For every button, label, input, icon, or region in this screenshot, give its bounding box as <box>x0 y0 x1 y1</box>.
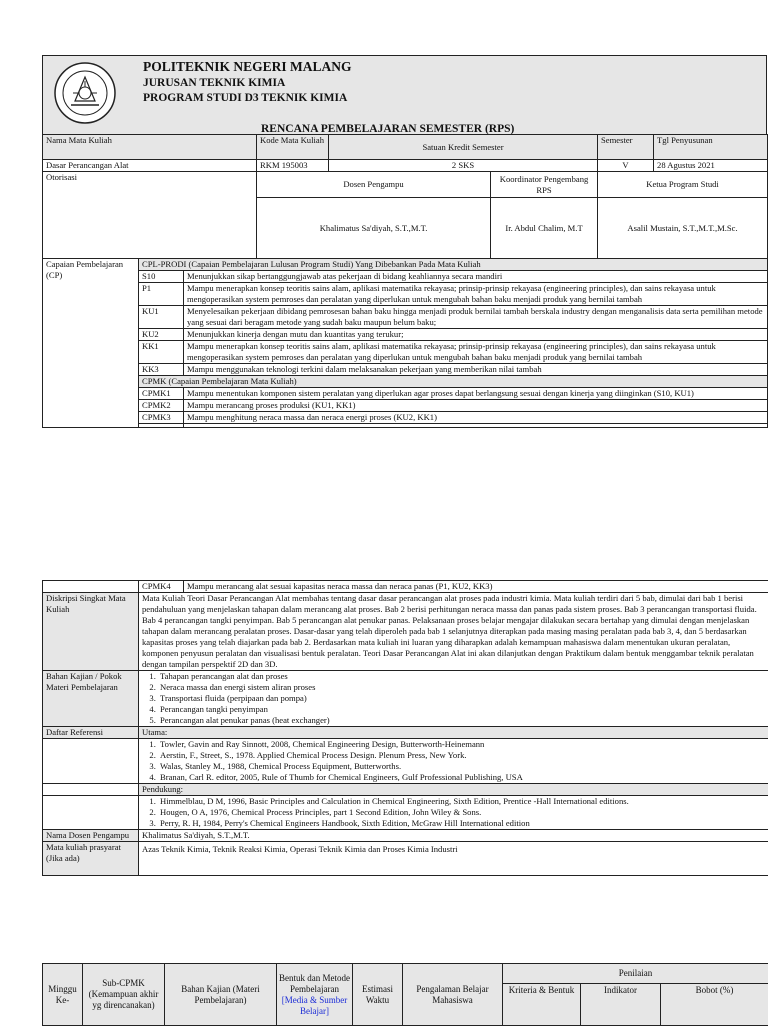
materials-label: Bahan Kajian / Pokok Materi Pembelajaran <box>43 671 139 727</box>
semester-value: V <box>598 160 654 172</box>
lecturer-label: Dosen Pengampu <box>257 172 491 198</box>
head-label: Ketua Program Studi <box>598 172 768 198</box>
lecturer-row-label: Nama Dosen Pengampu <box>43 830 139 842</box>
references-support-list <box>139 796 768 830</box>
cpl-code: S10 <box>139 271 184 283</box>
list-item: 4. Perancangan tangki penyimpan <box>158 704 765 715</box>
head-name: Asalil Mustain, S.T.,M.T.,M.Sc. <box>598 198 768 259</box>
list-item: 1. Tahapan perancangan alat dan proses <box>158 671 765 682</box>
cpl-text: Menunjukkan sikap bertanggungjawab atas pekerjaan di bidang keahliannya secara mandiri <box>184 271 768 283</box>
list-item: 3. Perry, R. H, 1984, Perry's Chemical Engineers Handbook, Sixth Edition, McGraw Hill International edition <box>158 818 765 829</box>
course-code-label: Kode Mata Kuliah <box>257 135 329 160</box>
list-item: 2. Hougen, O A, 1976, Chemical Process Principles, part 1 Second Edition, John Wiley & Sons. <box>158 807 765 818</box>
col-weight: Bobot (%) <box>661 984 768 1026</box>
cpmk-text: Mampu menentukan komponen sistem peralatan yang diperlukan agar proses dapat berlangsung sesuai dengan kinerja yang diinginkan (S10, KU1) <box>184 388 768 400</box>
rps-main-table <box>42 134 768 428</box>
list-item: 2. Neraca massa dan energi sistem aliran proses <box>158 682 765 693</box>
course-name-label: Nama Mata Kuliah <box>43 135 257 160</box>
list-item: 5. Perancangan alat penukar panas (heat exchanger) <box>158 715 765 726</box>
cpl-text: Menyelesaikan pekerjaan dibidang pemrosesan bahan baku hingga menjadi produk bernilai tambah berskala industry dengan menganalisis data serta pemilihan metode yang sesuai dari beragam metode yang sudah baku maupun belum baku; <box>184 306 768 329</box>
references-label: Daftar Referensi <box>43 727 139 739</box>
list-item: 3. Transportasi fluida (perpipaan dan pompa) <box>158 693 765 704</box>
references-support-label: Pendukung: <box>139 784 768 796</box>
description-text: Mata Kuliah Teori Dasar Perancangan Alat membahas tentang dasar dasar perancangan alat proses pada industri kimia. Mata kuliah terdiri dari 5 bab, dimulai dari bab 1 berisi pendahuluan yang menjelaskan tahapan dalam merancang alat proses. Bab 2 berisi perhitungan neraca massa dan panas pada sistem proses. Bab 3 perancangan transportasi fluida. Bab 4 perancangan tangki penyimpan. Bab 5 perancangan alat penukar panas. Pelaksanaan proses belajar mengajar dilakukan secara bertahap yang dimulai dengan menjelaskan tahapan dalam merancang peralatan proses. Dasar-dasar yang telah diperoleh pada bab 1 selanjutnya diterapkan pada masing masing peralatan pada bab 3, 4, dan 5 berdasarkan kapasitas proses yang telah diajarkan pada bab 2. Berdasarkan mata kuliah ini luaran yang diharapkan adalah kemampuan mahasiswa dalam menentukan ukuran peralatan, komponen penyusun peralatan dan visualisasi bentuk peralatan. Teori Dasar Perancangan Alat ini akan dilanjutkan dengan Praktikum dalam bentuk menggambar teknik peralatan dengan tampilan perspektif 2D dan 3D. <box>139 593 768 671</box>
date-value: 28 Agustus 2021 <box>654 160 768 172</box>
institution-name: POLITEKNIK NEGERI MALANG <box>143 59 352 75</box>
col-time: Estimasi Waktu <box>353 964 403 1026</box>
credits-value: 2 SKS <box>329 160 598 172</box>
list-item: 1. Towler, Gavin and Ray Sinnott, 2008, Chemical Engineering Design, Butterworth-Heinemann <box>158 739 765 750</box>
semester-label: Semester <box>598 135 654 160</box>
authorization-label: Otorisasi <box>43 172 257 259</box>
polinema-logo-icon <box>53 61 117 125</box>
lecturer-row-value: Khalimatus Sa'diyah, S.T.,M.T. <box>139 830 768 842</box>
cp-continuation <box>43 581 139 593</box>
col-assessment: Penilaian <box>503 964 768 984</box>
col-criteria: Kriteria & Bentuk <box>503 984 581 1026</box>
references-main-list <box>139 739 768 784</box>
cpmk-header: CPMK (Capaian Pembelajaran Mata Kuliah) <box>139 376 768 388</box>
cp-label: Capaian Pembelajaran (CP) <box>43 259 139 428</box>
rps-continuation-table <box>42 580 768 876</box>
department-name: JURUSAN TEKNIK KIMIA <box>143 76 285 90</box>
prereq-label: Mata kuliah prasyarat (Jika ada) <box>43 842 139 876</box>
col-experience: Pengalaman Belajar Mahasiswa <box>403 964 503 1026</box>
program-name: PROGRAM STUDI D3 TEKNIK KIMIA <box>143 91 347 105</box>
cpl-code: KK1 <box>139 341 184 364</box>
list-item: 3. Walas, Stanley M., 1988, Chemical Process Equipment, Butterworths. <box>158 761 765 772</box>
document-title: RENCANA PEMBELAJARAN SEMESTER (RPS) <box>261 122 514 136</box>
cpmk-code: CPMK1 <box>139 388 184 400</box>
cpmk-text: Mampu merancang alat sesuai kapasitas neraca massa dan neraca panas (P1, KU2, KK3) <box>184 581 768 593</box>
col-week: Minggu Ke- <box>43 964 83 1026</box>
date-label: Tgl Penyusunan <box>654 135 768 160</box>
list-item: 1. Himmelblau, D M, 1996, Basic Principles and Calculation in Chemical Engineering, Sixth Edition, Prentice -Hall International editions. <box>158 796 765 807</box>
cpl-prodi-header: CPL-PRODI (Capaian Pembelajaran Lulusan Program Studi) Yang Dibebankan Pada Mata Kuliah <box>139 259 768 271</box>
document-header <box>42 55 767 135</box>
method-media-label: [Media & Sumber Belajar] <box>278 995 351 1017</box>
credits-label: Satuan Kredit Semester <box>329 135 598 160</box>
lecturer-name: Khalimatus Sa'diyah, S.T.,M.T. <box>257 198 491 259</box>
cpmk-text: Mampu menghitung neraca massa dan neraca energi proses (KU2, KK1) <box>184 412 768 424</box>
prereq-value: Azas Teknik Kimia, Teknik Reaksi Kimia, Operasi Teknik Kimia dan Proses Kimia Industri <box>139 842 768 876</box>
list-item: 2. Aerstin, F., Street, S., 1978. Applied Chemical Process Design. Plenum Press, New York. <box>158 750 765 761</box>
col-material: Bahan Kajian (Materi Pembelajaran) <box>165 964 277 1026</box>
cpmk-code: CPMK4 <box>139 581 184 593</box>
cpl-code: KU2 <box>139 329 184 341</box>
cpmk-code: CPMK3 <box>139 412 184 424</box>
cpl-code: KU1 <box>139 306 184 329</box>
references-main-label: Utama: <box>139 727 768 739</box>
cpl-text: Mampu menerapkan konsep teoritis sains alam, aplikasi matematika rekayasa; prinsip-prinsip rekayasa (engineering principles), dan sains rekayasa untuk mengoperasikan system pemroses dan peralatan yang diperlukan untuk mengubah bahan baku menjadi produk yang bernilai tambah <box>184 283 768 306</box>
col-subcpmk: Sub-CPMK (Kemampuan akhir yg direncanakan) <box>83 964 165 1026</box>
col-method <box>277 964 353 1026</box>
materials-list <box>139 671 768 727</box>
list-item: 4. Branan, Carl R. editor, 2005, Rule of Thumb for Chemical Engineers, Gulf Professional Publishing, USA <box>158 772 765 783</box>
coordinator-label: Koordinator Pengembang RPS <box>491 172 598 198</box>
lesson-plan-header <box>42 963 768 1026</box>
col-indicator: Indikator <box>581 984 661 1026</box>
cpl-text: Menunjukkan kinerja dengan mutu dan kuantitas yang terukur; <box>184 329 768 341</box>
cpmk-text: Mampu merancang proses produksi (KU1, KK1) <box>184 400 768 412</box>
course-code: RKM 195003 <box>257 160 329 172</box>
cpmk-code: CPMK2 <box>139 400 184 412</box>
cpl-text: Mampu menerapkan konsep teoritis sains alam, aplikasi matematika rekayasa; prinsip-prinsip rekayasa (engineering principles), dan sains rekayasa untuk mengoperasikan system pemroses dan peralatan yang diperlukan untuk mengubah bahan baku menjadi produk yang bernilai tambah <box>184 341 768 364</box>
course-name: Dasar Perancangan Alat <box>43 160 257 172</box>
description-label: Diskripsi Singkat Mata Kuliah <box>43 593 139 671</box>
method-label: Bentuk dan Metode Pembelajaran <box>279 973 350 994</box>
coordinator-name: Ir. Abdul Chalim, M.T <box>491 198 598 259</box>
cpl-code: KK3 <box>139 364 184 376</box>
cpl-code: P1 <box>139 283 184 306</box>
cpl-text: Mampu menggunakan teknologi terkini dalam melaksanakan pekerjaan yang memberikan nilai tambah <box>184 364 768 376</box>
